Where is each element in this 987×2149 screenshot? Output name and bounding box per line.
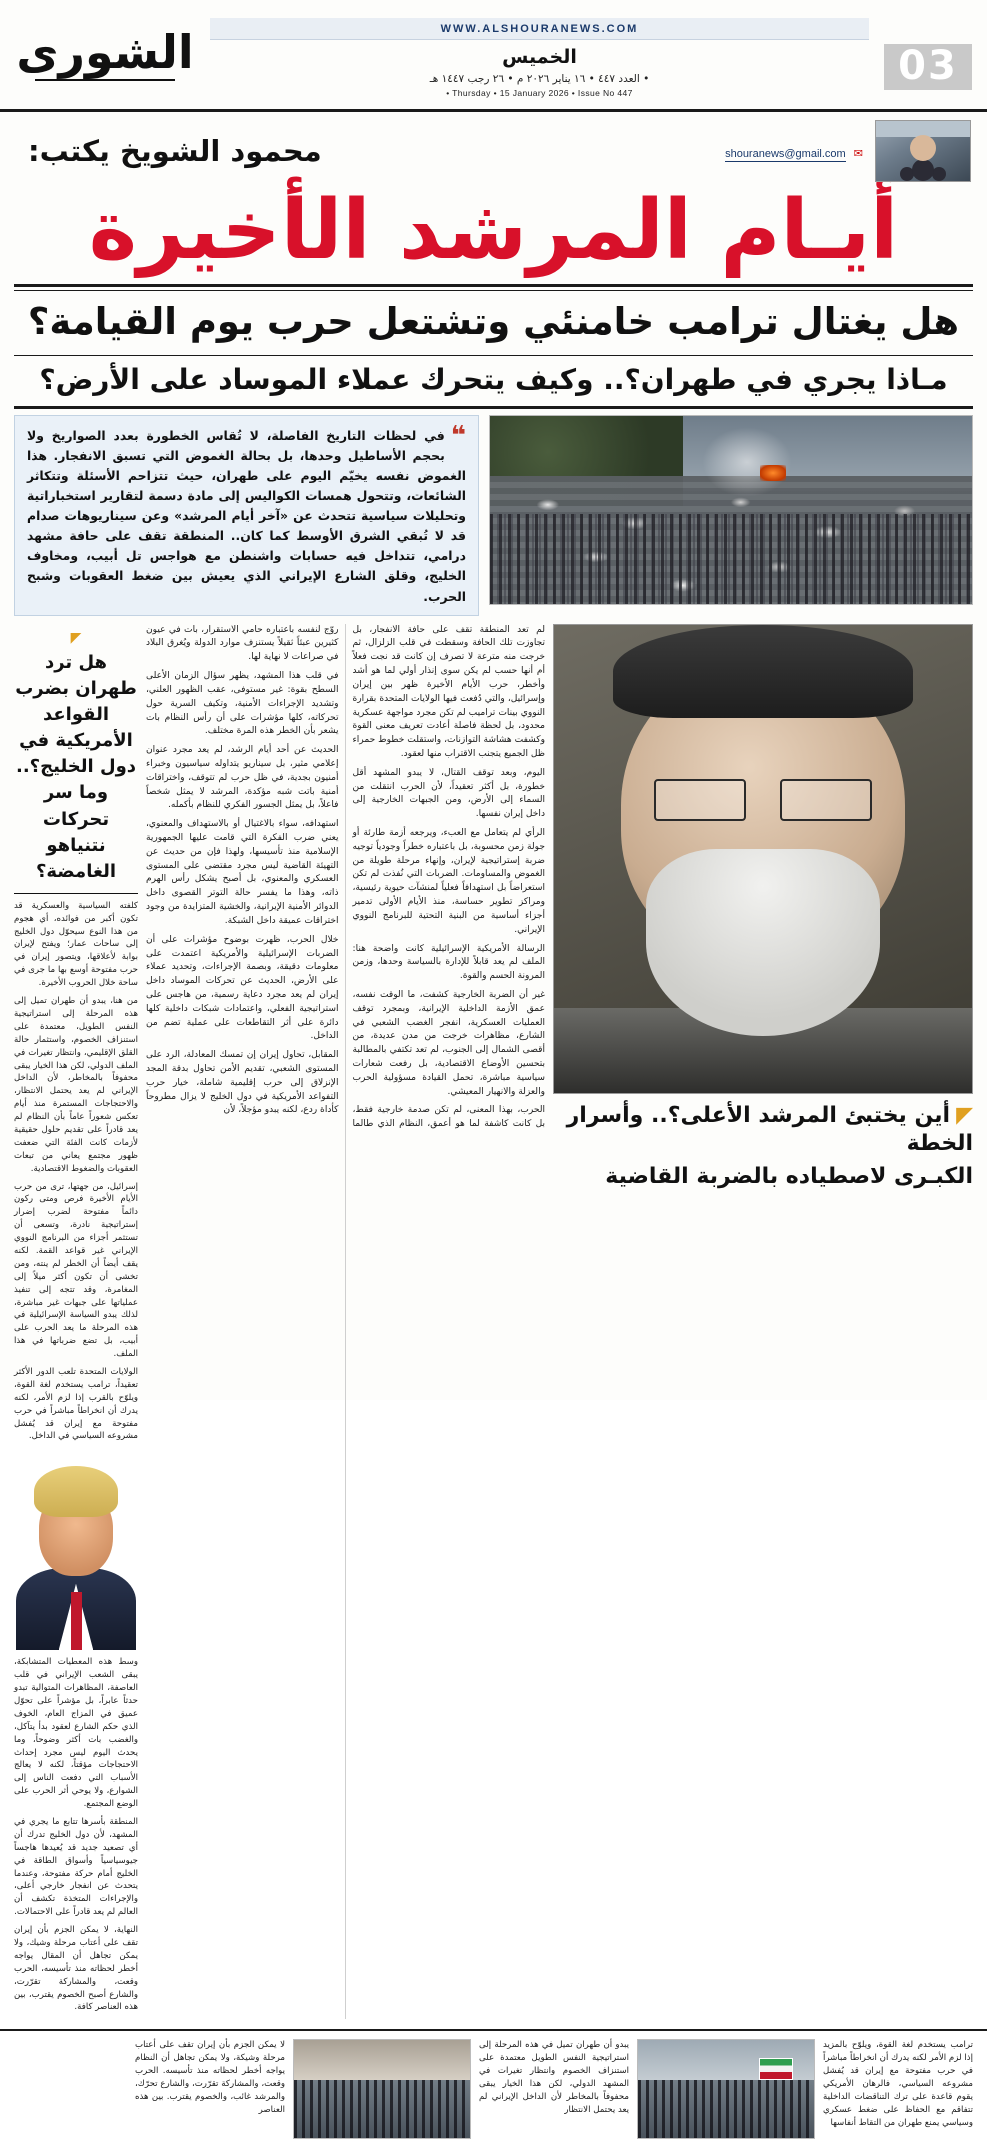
- article-paragraph: الحرب، بهذا المعنى، لم تكن صدمة خارجية فقط، بل كانت كاشفة لما هو أعمق، النظام الذي طالما روّج لنفسه باعتباره حامي الاستقرار، بات في عيون كثيرين عبئاً ثقيلاً يستنزف موارد الدولة ويُغرق البلاد في صراعات لا نهاية لها.: [146, 624, 545, 1130]
- tehran-street-crowd-photo: [489, 415, 973, 605]
- article-paragraph: كلفته السياسية والعسكرية قد تكون أكبر من فوائده، أي هجوم من هذا النوع سيحوّل دول الخليج إلى ساحات عمار؛ ويفتح لإيران بوابة لأعلاقها، ويتصور إيران في حرب مفتوحة أوسع بها ما جرى في ساحة خلال الحروب الأخيرة.: [14, 900, 138, 989]
- issue-line-english: • Thursday • 15 January 2026 • Issue No 447: [446, 87, 633, 98]
- khamenei-caption: [553, 1102, 973, 1192]
- article-paragraph: من هنا، يبدو أن طهران تميل إلى هذه المرحلة إلى استراتيجية النفس الطويل، معتمدة على استنزاف الخصوم، واستثمار حالة القلق الإقليمي، وانتظار تغيرات في الملف الدولي، لكن هذا الخيار يبقى محفوفاً بالمخاطر، لأن الداخل الإيراني لم يعد يحتمل الانتظار، والاحتجاجات المستمرة منذ أيام تعكس شعوراً عاماً بأن النظام لم يعد قادراً على تقديم حلول حقيقية لأزمات كانت الفئة التي ضعفت ظهور مجتمع يعاني من تبعات العقوبات والضغوط الاقتصادية.: [14, 996, 138, 1174]
- article-paragraph: اليوم، وبعد توقف القتال، لا يبدو المشهد أقل خطورة، بل أكثر تعقيداً، لأن الحرب انتقلت من السماء إلى الأرض، ومن الجبهات الخارجية إلى داخل إيران نفسها.: [352, 767, 545, 820]
- deck-text: هل ترد طهران بضرب القواعد الأمريكية في دول الخليج؟.. وما سر تحركات نتنياهو الغامضة؟: [15, 651, 137, 882]
- khamenei-caption-line-2: الكبـرى لاصطياده بالضربة القاضية: [605, 1163, 973, 1189]
- article-paragraph: المنطقة بأسرها تتابع ما يجري في المشهد، لأن دول الخليج تدرك أن أي تصعيد جديد قد يُعيدها هاجساً جيوسياسياً وأسواق الطاقة في الخليج أمام حركة مفتوحة، وعندما يتحدث عن انفجار خارجي أعلى، والإجراءات المتخذة تكشف أن العالم لم يعد قادراً على الاحتمالات.: [14, 1817, 138, 1918]
- sub-headline-2: مـاذا يجري في طهران؟.. وكيف يتحرك عملاء الموساد على الأرض؟: [39, 362, 948, 396]
- author-portrait-photo: [875, 120, 971, 182]
- website-url[interactable]: WWW.ALSHOURANEWS.COM: [210, 18, 869, 40]
- iran-flag-rally-photo: [637, 2039, 815, 2139]
- author-email[interactable]: shouranews@gmail.com: [725, 147, 846, 160]
- tehran-aerial-protest-photo: [293, 2039, 471, 2139]
- khamenei-column: [553, 624, 973, 2020]
- khamenei-portrait-photo: [553, 624, 973, 1094]
- article-paragraph: في قلب هذا المشهد، يظهر سؤال الزمان الأعلى السطح بقوة: غير مستوفى، عقب الظهور العلني، وتشديد الإجراءات الأمنية، وتكيف السرية حول تحركاته، كلها مؤشرات على أن رأس النظام بات يشعر بأن الخطر هذه المرة مختلف.: [146, 671, 339, 737]
- headline-divider-thick: [14, 284, 973, 287]
- logo-underline: [35, 79, 175, 81]
- article-paragraph: الحديث عن أحد أيام الرشد، لم يعد مجرد عنوان إعلامي مثير، بل سيناريو يتداوله سياسيون وخبراء أمنيون بجدية، في ظل حرب لم تتوقف، واختراقات أمنية باتت شبه مؤكدة، المرشد لا يمثل شخصاً فاعلاً، بل يمثل الجسور الفكري للنظام بأكمله.: [146, 745, 339, 811]
- article-paragraph: إسرائيل، من جهتها، ترى من حرب الأيام الأخيرة فرص ومتى ركون دائماً مفتوحة لضرب إضرار إستراتيجية نادرة، وتسعى أن تستثمر أجزاء من البرنامج النووي الإيراني غير قواعد القمة. لكنه يقف أيضاً أن الخطر لم ينته، ومن تخشى أن تكون أكثر ميلاً إلى المغامرة، وقد تتجه إلى تنفيذ عملياتها على جبهات غير مباشرة، لذلك يبدو السياسة الإسرائيلية في هذه المرحلة ما يعد الحرب على أبيب، بل تضع ضرباتها في هذا الملف.: [14, 1181, 138, 1360]
- logo-text: الشورى: [16, 24, 194, 79]
- caption-bullet-icon: ◤: [956, 1102, 973, 1128]
- sub-headline-1: هل يغتال ترامب خامنئي وتشتعل حرب يوم القيامة؟: [27, 300, 960, 344]
- article-body-row: [0, 616, 987, 2020]
- page-number-area: [869, 0, 987, 109]
- pull-quote-box: [14, 415, 479, 616]
- article-paragraph: النهاية، لا يمكن الجزم بأن إيران تقف على أعتاب مرحلة وشيك، ولا يمكن تجاهل أن المقال يواجه أخطر لحظاته منذ تأسيسه، الحرب وقعت، والمشاركة تقرّرت، والشارع أصبح الخصوم يقترب، بين هذه العناصر كافة.: [14, 1925, 138, 2013]
- article-deck: [14, 624, 138, 894]
- author-byline: محمود الشويخ يكتب:: [28, 134, 322, 168]
- page-number: 03: [884, 44, 972, 90]
- article-paragraph: غير أن الضربة الخارجية كشفت، ما الوقت نفسه، عمق الأزمة الداخلية الإيرانية، وبمجرد توقف العمليات العسكرية، انفجر الغضب الشعبي في الشارع، مظاهرات خرجت من مدن عديدة، من أقصى الشمال إلى الجنوب، لم تعد تكتفي بالمطالبة بتحسين الأوضاع الاقتصادية، بل رفعت شعارات سياسية مباشرة، تحمل القيادة مسؤولية الحرب والعزلة والانهيار المعيشي.: [352, 989, 545, 1097]
- main-article-text: [146, 624, 545, 2020]
- envelope-icon: ✉: [853, 146, 863, 160]
- left-column-text-lower: [14, 1650, 138, 2019]
- author-email-block: [725, 142, 863, 161]
- article-paragraph: الرسالة الأمريكية الإسرائيلية كانت واضحة هنا: الملف لم يعد قابلاً للإدارة بالسياسة وحدها، وزمن المرونة الحسم والقوة.: [352, 943, 545, 982]
- article-paragraph: استهدافه، سواء بالاغتيال أو بالاستهداف والمعنوي، يعني ضرب الفكرة التي قامت عليها الجمهورية الإسلامية منذ تأسيسها، ولهذا فإن من حديث عن التهيئة القاضية ليس مجرد مقتضى على المستوى العسكري والمعنوي، بل أصبح يشكل رأس الهرم ذاته، وهذا ما يفسر حالة التوتر القصوى داخل الدوائر الأمنية الإيرانية، والخشية المتزايدة من وجود اختراقات عميقة داخل الشبكة.: [146, 819, 339, 926]
- newspaper-logo: [0, 0, 210, 109]
- byline-bar: [0, 112, 987, 186]
- article-paragraph: الولايات المتحدة تلعب الدور الأكثر تعقيداً، ترامب يستخدم لغة القوة، ويلوّح بالقرب إذا لزم الأمر، لكنه يدرك أن انخراطاً مباشراً في حرب مفتوحة مع إيران قد يُفشل مشروعه السياسي في الداخل.: [14, 1366, 138, 1442]
- strip-text-3: لا يمكن الجزم بأن إيران تقف على أعتاب مرحلة وشيكة، ولا يمكن تجاهل أن النظام يواجه أخطر لحظاته منذ تأسيسه. الحرب وقعت، والمشاركة تقرّرت، والشارع تحرّك، والمرشد غائب، والخصوم يقترب. بين هذه العناصر: [135, 2040, 285, 2115]
- article-paragraph: الرأي لم يتعامل مع العبء، ويرجعه أزمة طارئة أو جولة زمن محسوبة، بل باعتباره خطراً وجودياً توجيه ضربة إستراتيجية لإيران، وإنهاء مرحلة طويلة من الغموض والمساومات. الضربات التي نُفذت لم تكن استعراضاً بل استهدافاً فعلياً لمنشآت حيوية رئيسية، ومراكز تطوير حساسة، منذ الأيام الأولى تدمير أجزاء أساسية من البنية التحتية للبرنامج النووي الإيراني.: [352, 828, 545, 935]
- trump-portrait-photo: [14, 1454, 138, 1650]
- main-headline: أيـام المرشد الأخيرة: [88, 183, 899, 278]
- quotation-mark-icon: ❝: [450, 420, 466, 451]
- bottom-summary-strip: [0, 2029, 987, 2149]
- khamenei-caption-line-1: [553, 1102, 973, 1159]
- strip-text-1: ترامب يستخدم لغة القوة، ويلوّح بالمزيد إذا لزم الأمر لكنه يدرك أن انخراطاً مباشراً في حرب مفتوحة مع إيران قد يُفشل مشروعه السياسي، فالرهان الأمريكي يقوم قاعدة على ترك التناقضات الداخلية تتفاقم مع الحفاظ على ضغط عسكري وسياسي يمنع طهران من التقاط أنفاسها: [823, 2040, 973, 2128]
- publication-day: الخميس: [502, 45, 577, 68]
- masthead: [0, 0, 987, 112]
- article-paragraph: وسط هذه المعطيات المتشابكة، يبقى الشعب الإيراني في قلب العاصفة، المظاهرات المتوالية تبدو حدثاً عابراً، بل مؤشراً على تحوّل عميق في المزاج العام، الخوف الذي حكم الشارع لعقود بدأ يتآكل، والغضب بات أكثر وضوحاً، وما يحدث اليوم ليس مجرد إحداث الاحتجاجات مؤقتاً، لكنه لا يعالج الأسباب التي دفعت الناس إلى الشوارع، ولا يوحي أثر الحرب على الوضع المجتمع.: [14, 1657, 138, 1810]
- pull-quote-text: في لحظات التاريخ الفاصلة، لا تُقاس الخطورة بعدد الصواريخ ولا بحجم الأساطيل وحدها، بل بحالة الغموض التي تسبق الانفجار. هذا الغموض نفسه يخيّم اليوم على طهران، حيث تتزاحم الأسئلة وتتكاثر الشائعات، وتتحول همسات الكواليس إلى مادة دسمة لتقارير استخباراتية وتحليلات سياسية تتحدث عن «آخر أيام المرشد» وعن سيناريوهات صدام قد لا تُبقي الشرق الأوسط كما كان.. المنطقة تقف على حافة مشهد درامي، تتداخل فيه حسابات واشنطن مع هواجس تل أبيب، ومخاوف الخليج، وقلق الشارع الإيراني الذي يعيش بين ضغط العقوبات وشبح الحرب.: [27, 427, 466, 604]
- article-paragraph: لم تعد المنطقة تقف على حافة الانفجار، بل تجاوزت تلك الحافة وسقطت في قلب الزلزال، ثم خرجت منه مترعة لا تصرف إن كانت قد نجت فعلاً أم أنها حسب لم يكن سوى إنذار أولي لما هو أشد وأخطر، حرب الأيام الأخيرة ظهر بين إيران وإسرائيل، والتي دُفعت فيها الولايات المتحدة بقرارة النووي بينات تراميب لم تكن مجرد مواجهة عسكرية محدود، بل لحظة فاصلة أعادت تعريف معنى القوة وكشفت هشاشة التوازنات، واستقلت خطوط حمراء ظل الجميع يتجنب الاقتراب منها لعقود.: [352, 624, 545, 759]
- masthead-center: [210, 0, 869, 109]
- left-column-text: [14, 894, 138, 1449]
- issue-line-arabic: • العدد ٤٤٧ • ١٦ يناير ٢٠٢٦ م • ٢٦ رجب ١٤٤٧ هـ: [429, 72, 650, 85]
- article-paragraph: خلال الحرب، ظهرت بوضوح مؤشرات على أن الضربات الإسرائيلية والأمريكية اعتمدت على معلومات دقيقة، وبصمة الإجراءات، وتحديد عملاء على الأرض، الحديث عن تحركات الموساد داخل إيران لم يعد مجرد دعاية رسمية، من هاجس على استراتيجية الفعلي، واعتمادات شبكات داخلية كلها دائرة على أثر التقاطعات على عملية تضم من الداخل.: [146, 934, 339, 1042]
- deck-mark-icon: ◤: [70, 629, 82, 646]
- strip-text-2: يبدو أن طهران تميل في هذه المرحلة إلى استراتيجية النفس الطويل معتمدة على استنزاف الخصوم وانتظار تغيرات في المشهد الدولي، لكن هذا الخيار يبقى محفوفاً بالمخاطر لأن الداخل الإيراني لم يعد يحتمل الانتظار: [479, 2040, 629, 2115]
- top-media-row: [0, 409, 987, 616]
- left-sidebar-column: [14, 624, 138, 2020]
- khamenei-caption-text-1: أين يختبئ المرشد الأعلى؟.. وأسرار الخطة: [566, 1102, 973, 1157]
- article-paragraph: المقابل، تحاول إيران إن تمسك المعادلة، الرد على المستوى الشعبي، تقديم الأمن تحاول بدقة المجد الإنزلاق إلى حرب إقليمية شاملة، خيار حرب التفواعد الأمريكية في دول الخليج لا يزال مطروحاً كأداة ردع، لكنه يبدو مؤجلاً، لأن: [146, 1050, 339, 1116]
